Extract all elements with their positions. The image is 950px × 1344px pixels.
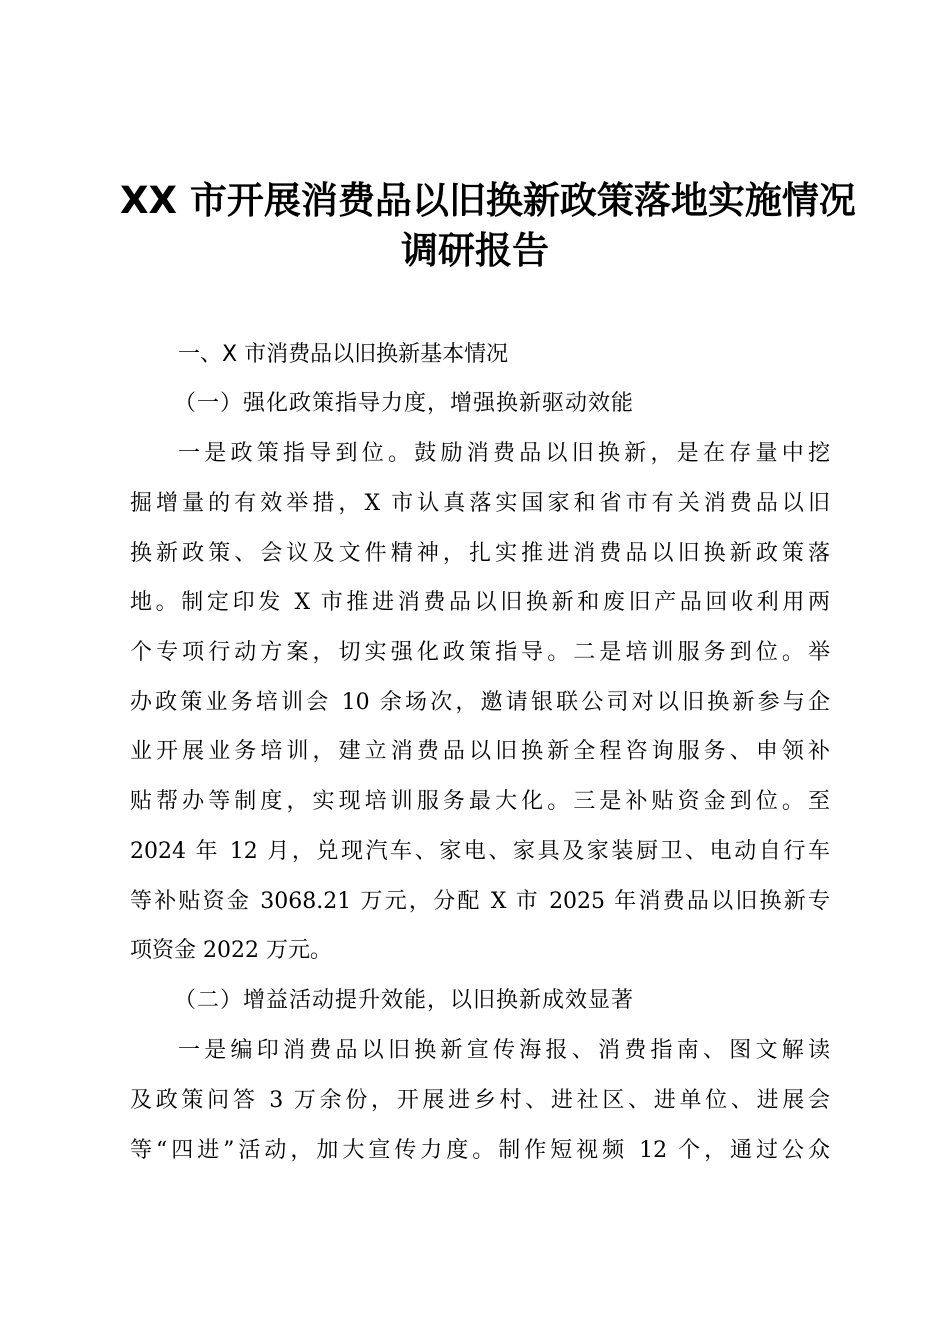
paragraph-1-line: 2024 年 12 月，兑现汽车、家电、家具及家装厨卫、电动自行车: [130, 839, 830, 864]
section-1-heading: 一、X 市消费品以旧换新基本情况: [178, 342, 509, 367]
paragraph-1-line: 等补贴资金 3068.21 万元，分配 X 市 2025 年消费品以旧换新专: [130, 889, 830, 914]
paragraph-1-line: 掘增量的有效举措，X 市认真落实国家和省市有关消费品以旧: [130, 491, 830, 516]
subsection-2-heading: （二）增益活动提升效能，以旧换新成效显著: [174, 988, 635, 1013]
paragraph-2-line: 等“四进”活动，加大宣传力度。制作短视频 12 个，通过公众: [130, 1138, 830, 1163]
paragraph-2-line: 及政策问答 3 万余份，开展进乡村、进社区、进单位、进展会: [130, 1088, 830, 1113]
document-title-line-2: 调研报告: [401, 229, 549, 272]
paragraph-1-line: 个专项行动方案，切实强化政策指导。二是培训服务到位。举: [130, 640, 830, 665]
subsection-1-heading: （一）强化政策指导力度，增强换新驱动效能: [174, 391, 635, 416]
paragraph-1-line: 办政策业务培训会 10 余场次，邀请银联公司对以旧换新参与企: [130, 690, 830, 715]
paragraph-1-line: 业开展业务培训，建立消费品以旧换新全程咨询服务、申领补: [130, 739, 830, 764]
paragraph-2-line: 一是编印消费品以旧换新宣传海报、消费指南、图文解读: [178, 1038, 830, 1063]
document-title-line-1: XX 市开展消费品以旧换新政策落地实施情况: [120, 179, 856, 222]
paragraph-1-line: 贴帮办等制度，实现培训服务最大化。三是补贴资金到位。至: [130, 789, 830, 814]
paragraph-1-line: 一是政策指导到位。鼓励消费品以旧换新，是在存量中挖: [178, 441, 830, 466]
paragraph-1-line: 地。制定印发 X 市推进消费品以旧换新和废旧产品回收利用两: [130, 590, 830, 615]
paragraph-1-line: 项资金 2022 万元。: [130, 938, 332, 963]
paragraph-1-line: 换新政策、会议及文件精神，扎实推进消费品以旧换新政策落: [130, 541, 830, 566]
